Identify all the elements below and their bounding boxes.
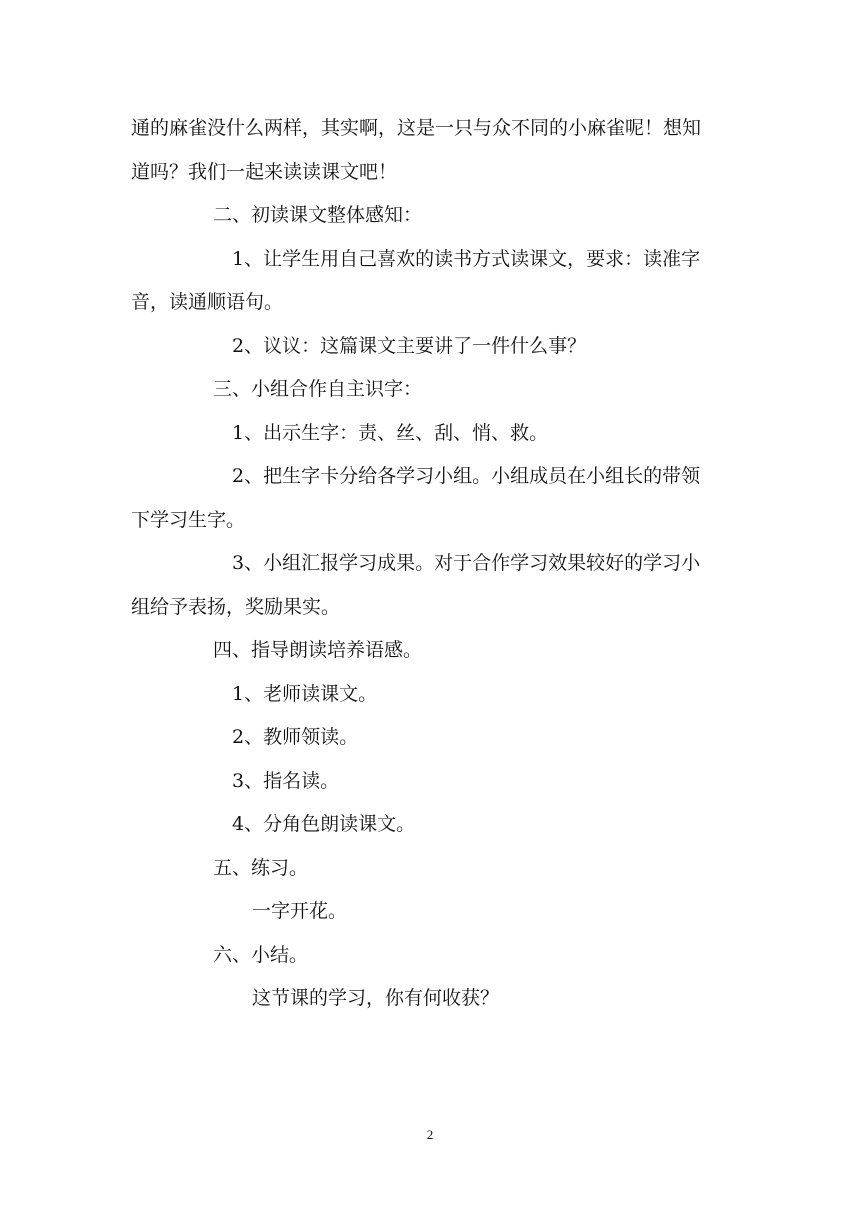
text-line: 1、让学生用自己喜欢的读书方式读课文，要求：读准字 [232,248,701,270]
section-heading: 四、指导朗读培养语感。 [213,639,423,661]
section-heading: 五、练习。 [213,857,309,879]
text-line: 组给予表扬，奖励果实。 [131,596,341,618]
section-heading: 六、小结。 [213,944,309,966]
section-heading: 二、初读课文整体感知： [213,204,423,226]
text-line: 3、小组汇报学习成果。对于合作学习效果较好的学习小 [232,552,701,574]
text-line: 1、老师读课文。 [232,683,378,705]
text-line: 1、出示生字：责、丝、刮、悄、救。 [232,422,549,444]
text-line: 道吗？我们一起来读读课文吧！ [131,161,398,183]
text-line: 4、分角色朗读课文。 [232,813,416,835]
text-line: 2、教师领读。 [232,726,359,748]
text-line: 这节课的学习，你有何收获？ [252,987,500,1009]
text-line: 音，读通顺语句。 [131,291,284,313]
text-line: 2、把生字卡分给各学习小组。小组成员在小组长的带领 [232,465,701,487]
text-line: 2、议议：这篇课文主要讲了一件什么事？ [232,335,587,357]
text-line: 下学习生字。 [131,509,246,531]
section-heading: 三、小组合作自主识字： [213,378,423,400]
page-number: 2 [426,1127,434,1142]
text-line: 通的麻雀没什么两样，其实啊，这是一只与众不同的小麻雀呢！想知 [131,117,702,139]
text-line: 一字开花。 [252,900,348,922]
text-line: 3、指名读。 [232,770,340,792]
